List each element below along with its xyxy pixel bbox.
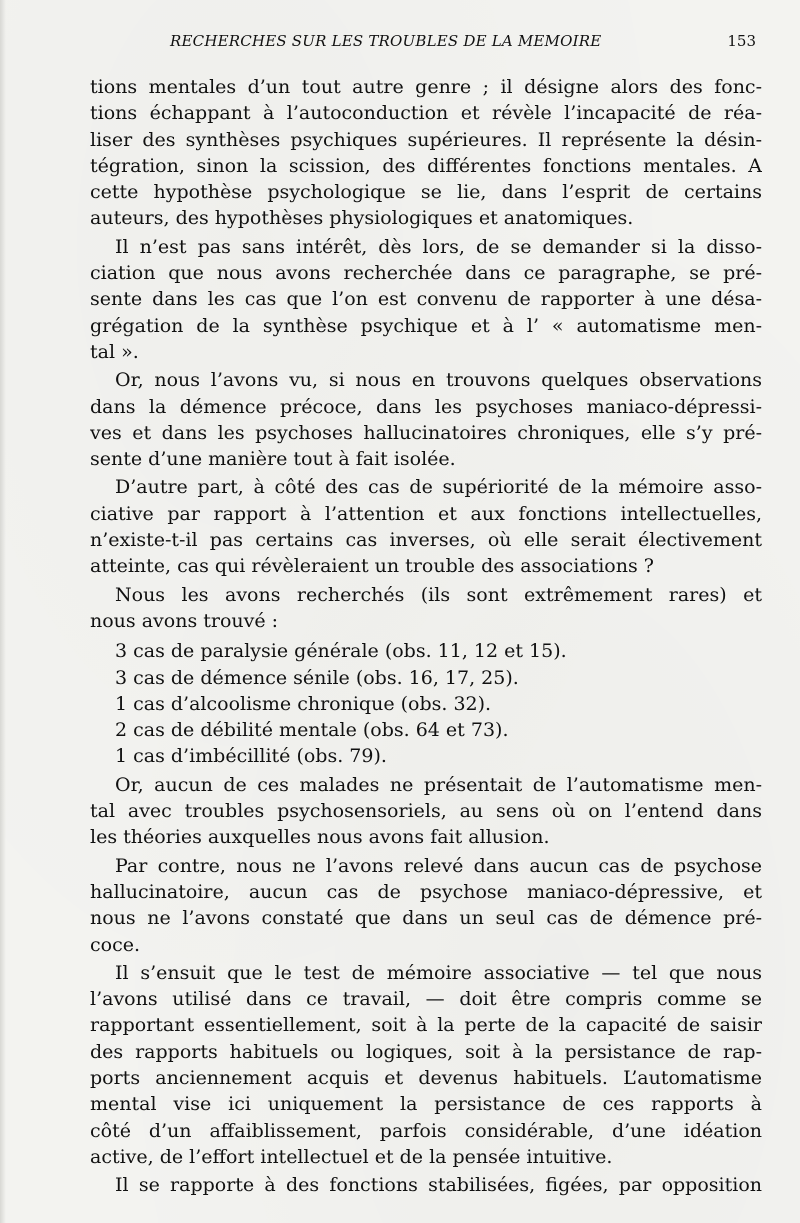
text-line: Or, aucun de ces malades ne présentait de l’automatisme men- xyxy=(115,773,762,796)
text-line: Il n’est pas sans intérêt, dès lors, de se demander si la disso- xyxy=(115,235,762,258)
list-item: 3 cas de paralysie générale (obs. 11, 12 et 15). xyxy=(115,640,567,663)
text-line: ports anciennement acquis et devenus habituels. L’automatisme xyxy=(90,1066,762,1089)
text-line: D’autre part, à côté des cas de supériorité de la mémoire asso- xyxy=(115,476,762,499)
page-number: 153 xyxy=(727,32,756,50)
text-line: dans la démence précoce, dans les psychoses maniaco-dépressi- xyxy=(90,395,762,418)
list-item: 3 cas de démence sénile (obs. 16, 17, 25). xyxy=(115,666,519,689)
text-line: Il se rapporte à des fonctions stabilisées, figées, par opposition xyxy=(115,1174,762,1197)
text-line: ciative par rapport à l’attention et aux fonctions intellectuelles, xyxy=(90,502,762,525)
text-line: ves et dans les psychoses hallucinatoires chroniques, elle s’y pré- xyxy=(90,421,762,444)
list-item: 1 cas d’alcoolisme chronique (obs. 32). xyxy=(115,692,492,715)
text-line: mental vise ici uniquement la persistance de ces rapports à xyxy=(90,1093,762,1116)
running-header xyxy=(90,32,760,52)
text-line: Par contre, nous ne l’avons relevé dans aucun cas de psychose xyxy=(115,854,762,877)
text-line: rapportant essentiellement, soit à la perte de la capacité de saisir xyxy=(90,1014,762,1037)
text-line: sente dans les cas que l’on est convenu de rapporter à une désa- xyxy=(90,288,762,311)
text-line: Il s’ensuit que le test de mémoire associative — tel que nous xyxy=(115,961,762,984)
text-line: côté d’un affaiblissement, parfois considérable, d’une idéation xyxy=(90,1119,762,1142)
text-line: n’existe-t-il pas certains cas inverses, où elle serait électivement xyxy=(90,529,762,552)
text-line: atteinte, cas qui révèleraient un trouble des associations ? xyxy=(90,555,654,578)
text-line: grégation de la synthèse psychique et à l’ « automatisme men- xyxy=(90,314,762,337)
body-text xyxy=(90,74,762,1198)
text-line: nous avons trouvé : xyxy=(90,609,279,632)
text-line: l’avons utilisé dans ce travail, — doit être compris comme se xyxy=(90,988,762,1011)
text-line: tal avec troubles psychosensoriels, au sens où on l’entend dans xyxy=(90,800,762,823)
text-line: tal ». xyxy=(90,340,139,363)
text-line: tégration, sinon la scission, des différentes fonctions mentales. A xyxy=(90,154,762,177)
text-line: tions échappant à l’autoconduction et révèle l’incapacité de réa- xyxy=(90,102,762,125)
text-line: active, de l’effort intellectuel et de la pensée intuitive. xyxy=(90,1145,613,1168)
running-title: RECHERCHES SUR LES TROUBLES DE LA MEMOIRE xyxy=(170,32,602,50)
text-line: Nous les avons recherchés (ils sont extrêmement rares) et xyxy=(115,583,762,606)
list-item: 2 cas de débilité mentale (obs. 64 et 73). xyxy=(115,719,509,742)
text-line: sente d’une manière tout à fait isolée. xyxy=(90,448,456,471)
text-line: tions mentales d’un tout autre genre ; il désigne alors des fonc- xyxy=(90,76,762,98)
page-edge-shadow xyxy=(0,0,6,1223)
text-line: Or, nous l’avons vu, si nous en trouvons quelques observations xyxy=(115,369,762,392)
text-line: nous ne l’avons constaté que dans un seul cas de démence pré- xyxy=(90,907,762,930)
text-line: hallucinatoire, aucun cas de psychose maniaco-dépressive, et xyxy=(90,880,762,903)
text-line: des rapports habituels ou logiques, soit à la persistance de rap- xyxy=(90,1040,762,1063)
text-line: les théories auxquelles nous avons fait allusion. xyxy=(90,826,550,849)
text-line: auteurs, des hypothèses physiologiques et anatomiques. xyxy=(90,207,634,230)
text-line: coce. xyxy=(90,933,141,956)
list-item: 1 cas d’imbécillité (obs. 79). xyxy=(115,745,387,768)
text-line: cette hypothèse psychologique se lie, dans l’esprit de certains xyxy=(90,181,762,204)
text-line: ciation que nous avons recherchée dans ce paragraphe, se pré- xyxy=(90,262,762,285)
text-line: liser des synthèses psychiques supérieures. Il représente la désin- xyxy=(90,128,762,151)
